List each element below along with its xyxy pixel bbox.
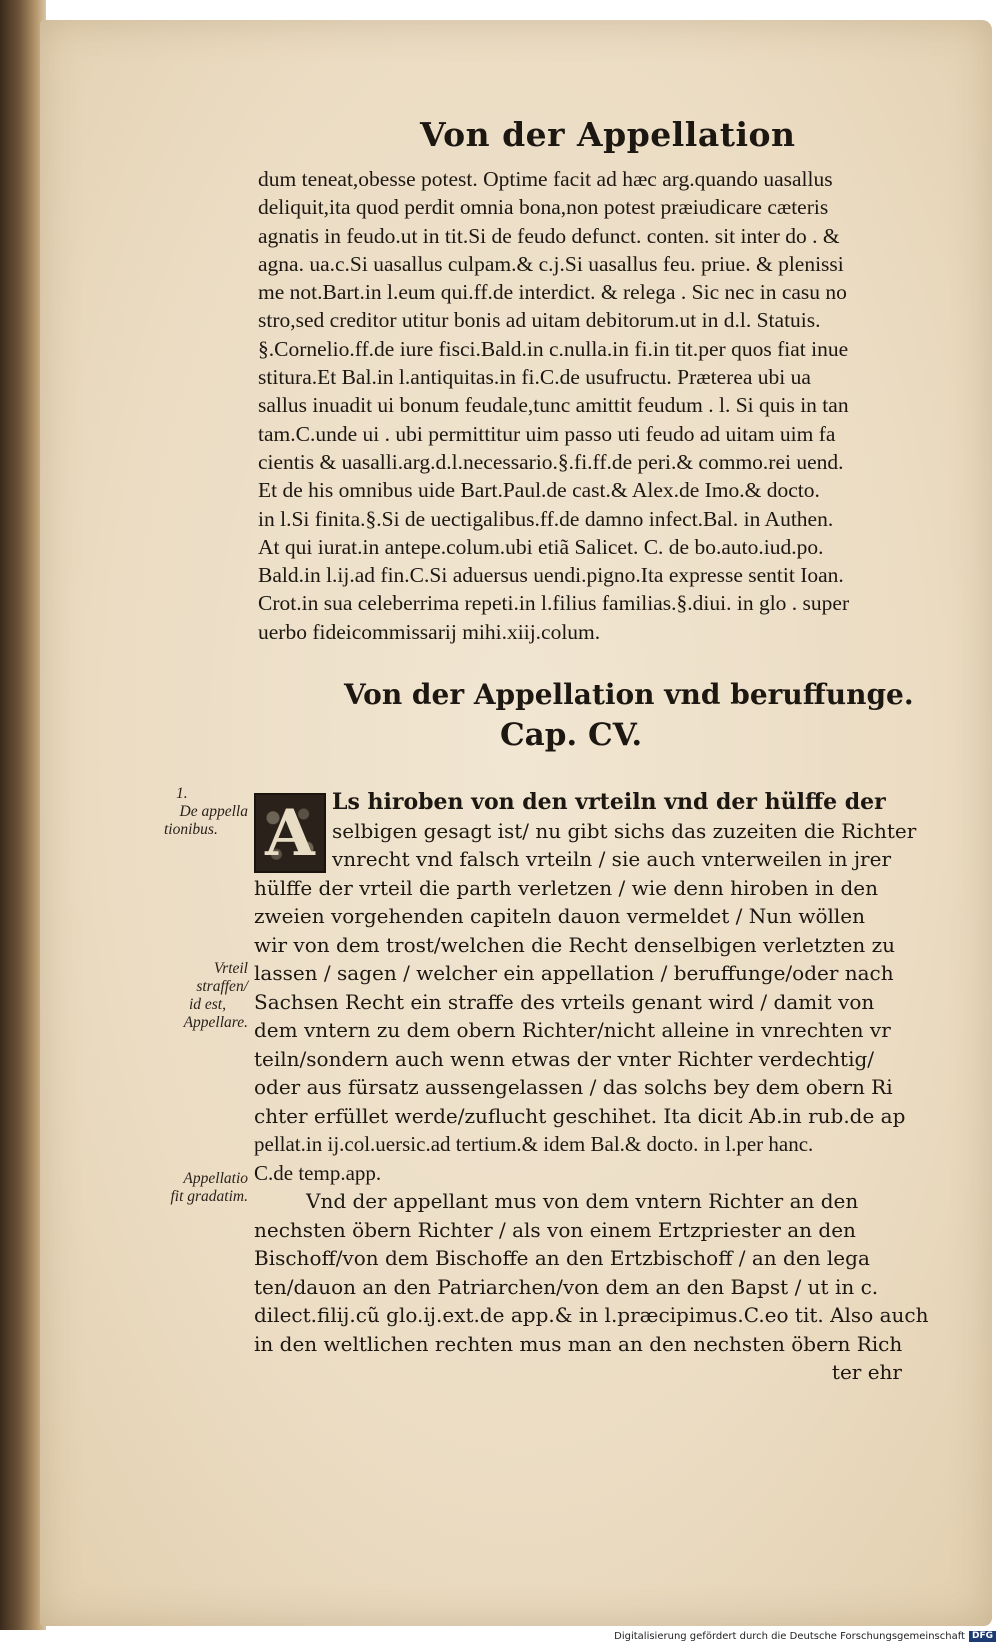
text-line: wir von dem trost/welchen die Recht denselbigen verletzten zu [254,932,896,957]
text-line: deliquit,ita quod perdit omnia bona,non potest præiudicare cæteris [258,195,829,220]
text-line: lassen / sagen / welcher ein appellation / beruffunge/oder nach [254,961,894,985]
text-line: nechsten öbern Richter / als von einem Ertzpriester an den [254,1217,856,1242]
margin-note-line: id est, [188,996,226,1013]
text-line: dem vntern zu dem obern Richter/nicht alleine in vnrechten vr [254,1018,891,1042]
text-line: sallus inuadit ui bonum feudale,tunc amittit feudum . l. Si quis in tan [258,393,849,418]
text-line: §.Cornelio.ff.de iure fisci.Bald.in c.nulla.in fi.in tit.per quos fiat inue [258,336,849,361]
digitization-credit: Digitalisierung gefördert durch die Deutsche Forschungsgemeinschaft [614,1631,965,1642]
text-line: me not.Bart.in l.eum qui.ff.de interdict. & relega . Sic nec in casu no [258,280,847,305]
text-line: pellat.in ij.col.uersic.ad tertium.& idem Bal.& docto. in l.per hanc. [254,1132,814,1156]
margin-note-line: fit gradatim. [170,1188,248,1205]
text-line: in l.Si finita.§.Si de uectigalibus.ff.de damno infect.Bal. in Authen. [258,506,834,531]
margin-note-appellatio-gradatim [144,1170,248,1206]
margin-note-line: straffen/ [196,978,248,995]
text-line: teiln/sondern auch wenn etwas der vnter Richter verdechtig/ [254,1046,875,1071]
text-line: cientis & uasalli.arg.d.l.necessario.§.fi.ff.de peri.& commo.rei uend. [258,449,844,474]
text-line: stitura.Et Bal.in l.antiquitas.in fi.C.de usufructu. Præterea ubi ua [258,365,811,390]
text-line: chter erfüllet werde/zuflucht geschihet. Ita dicit Ab.in rub.de ap [254,1103,906,1128]
text-line: hülffe der vrteil die parth verletzen / wie denn hiroben in den [254,875,879,900]
margin-note-line: Appellatio [183,1170,248,1187]
text-line: dilect.filij.cũ glo.ij.ext.de app.& in l.præcipimus.C.eo tit. Also auch [254,1303,929,1327]
text-line: selbigen gesagt ist/ nu gibt sichs das zuzeiten die Richter [332,818,917,843]
text-line: ten/dauon an den Patriarchen/von dem an den Bapst / ut in c. [254,1274,879,1299]
margin-note-line: tionibus. [164,821,218,838]
text-line: Sachsen Recht ein straffe des vrteils genant wird / damit von [254,989,875,1014]
text-line: agna. ua.c.Si uasallus culpam.& c.j.Si uasallus feu. priue. & plenissi [258,251,844,276]
margin-note-line: Appellare. [183,1014,248,1031]
text-line: Et de his omnibus uide Bart.Paul.de cast.& Alex.de Imo.& docto. [258,478,820,503]
latin-text-block [258,165,948,646]
text-line: Vnd der appellant mus von dem vntern Richter an den [306,1189,859,1213]
text-line: stro,sed creditor utitur bonis ad uitam debitorum.ut in d.l. Statuis. [258,308,821,333]
page-paper [40,20,992,1626]
catchword: ter ehr [831,1360,902,1384]
text-line: tam.C.unde ui . ubi permittitur uim passo uti feudo ad uitam uim fa [258,421,836,446]
text-line: Crot.in sua celeberrima repeti.in l.filius familias.§.diui. in glo . super [258,591,850,616]
chapter-title: Von der Appellation vnd beruffunge. [344,678,914,711]
text-line: agnatis in feudo.ut in tit.Si de feudo defunct. conten. sit inter do . & [258,223,840,248]
margin-note-number: 1. [176,785,188,802]
chapter-number: Cap. CV. [500,717,643,753]
margin-note-line: Vrteil [213,960,248,977]
margin-note-vrteil-straffen [148,960,248,1032]
margin-note-appellationibus [158,785,248,839]
text-line: Ls hiroben von den vrteiln vnd der hülffe der [332,789,886,815]
text-line: zweien vorgehenden capiteln dauon vermeldet / Nun wöllen [254,904,866,928]
text-line: Bald.in l.ij.ad fin.C.Si aduersus uendi.pigno.Ita expresse sentit Ioan. [258,563,844,588]
text-line: At qui iurat.in antepe.colum.ubi etiã Salicet. C. de bo.auto.iud.po. [258,534,824,559]
text-line: dum teneat,obesse potest. Optime facit ad hæc arg.quando uasallus [258,167,833,191]
text-line: vnrecht vnd falsch vrteiln / sie auch vnterweilen in jrer [332,847,892,871]
text-line: oder aus fürsatz aussengelassen / das solchs bey dem obern Ri [254,1075,893,1099]
text-line: Bischoff/von dem Bischoffe an den Ertzbischoff / an den lega [254,1246,870,1270]
decorated-initial-letter: A [254,793,326,873]
running-head: Von der Appellation [420,115,796,154]
text-line: C.de temp.app. [254,1160,382,1185]
dfg-logo: DFG [969,1631,996,1642]
text-line: in den weltlichen rechten mus man an den nechsten öbern Rich [254,1331,903,1356]
text-line: uerbo fideicommissarij mihi.xiij.colum. [258,619,601,644]
german-text-block [254,788,944,1387]
digitization-credit-bar [597,1630,1000,1643]
margin-note-line: De appella [179,803,248,820]
